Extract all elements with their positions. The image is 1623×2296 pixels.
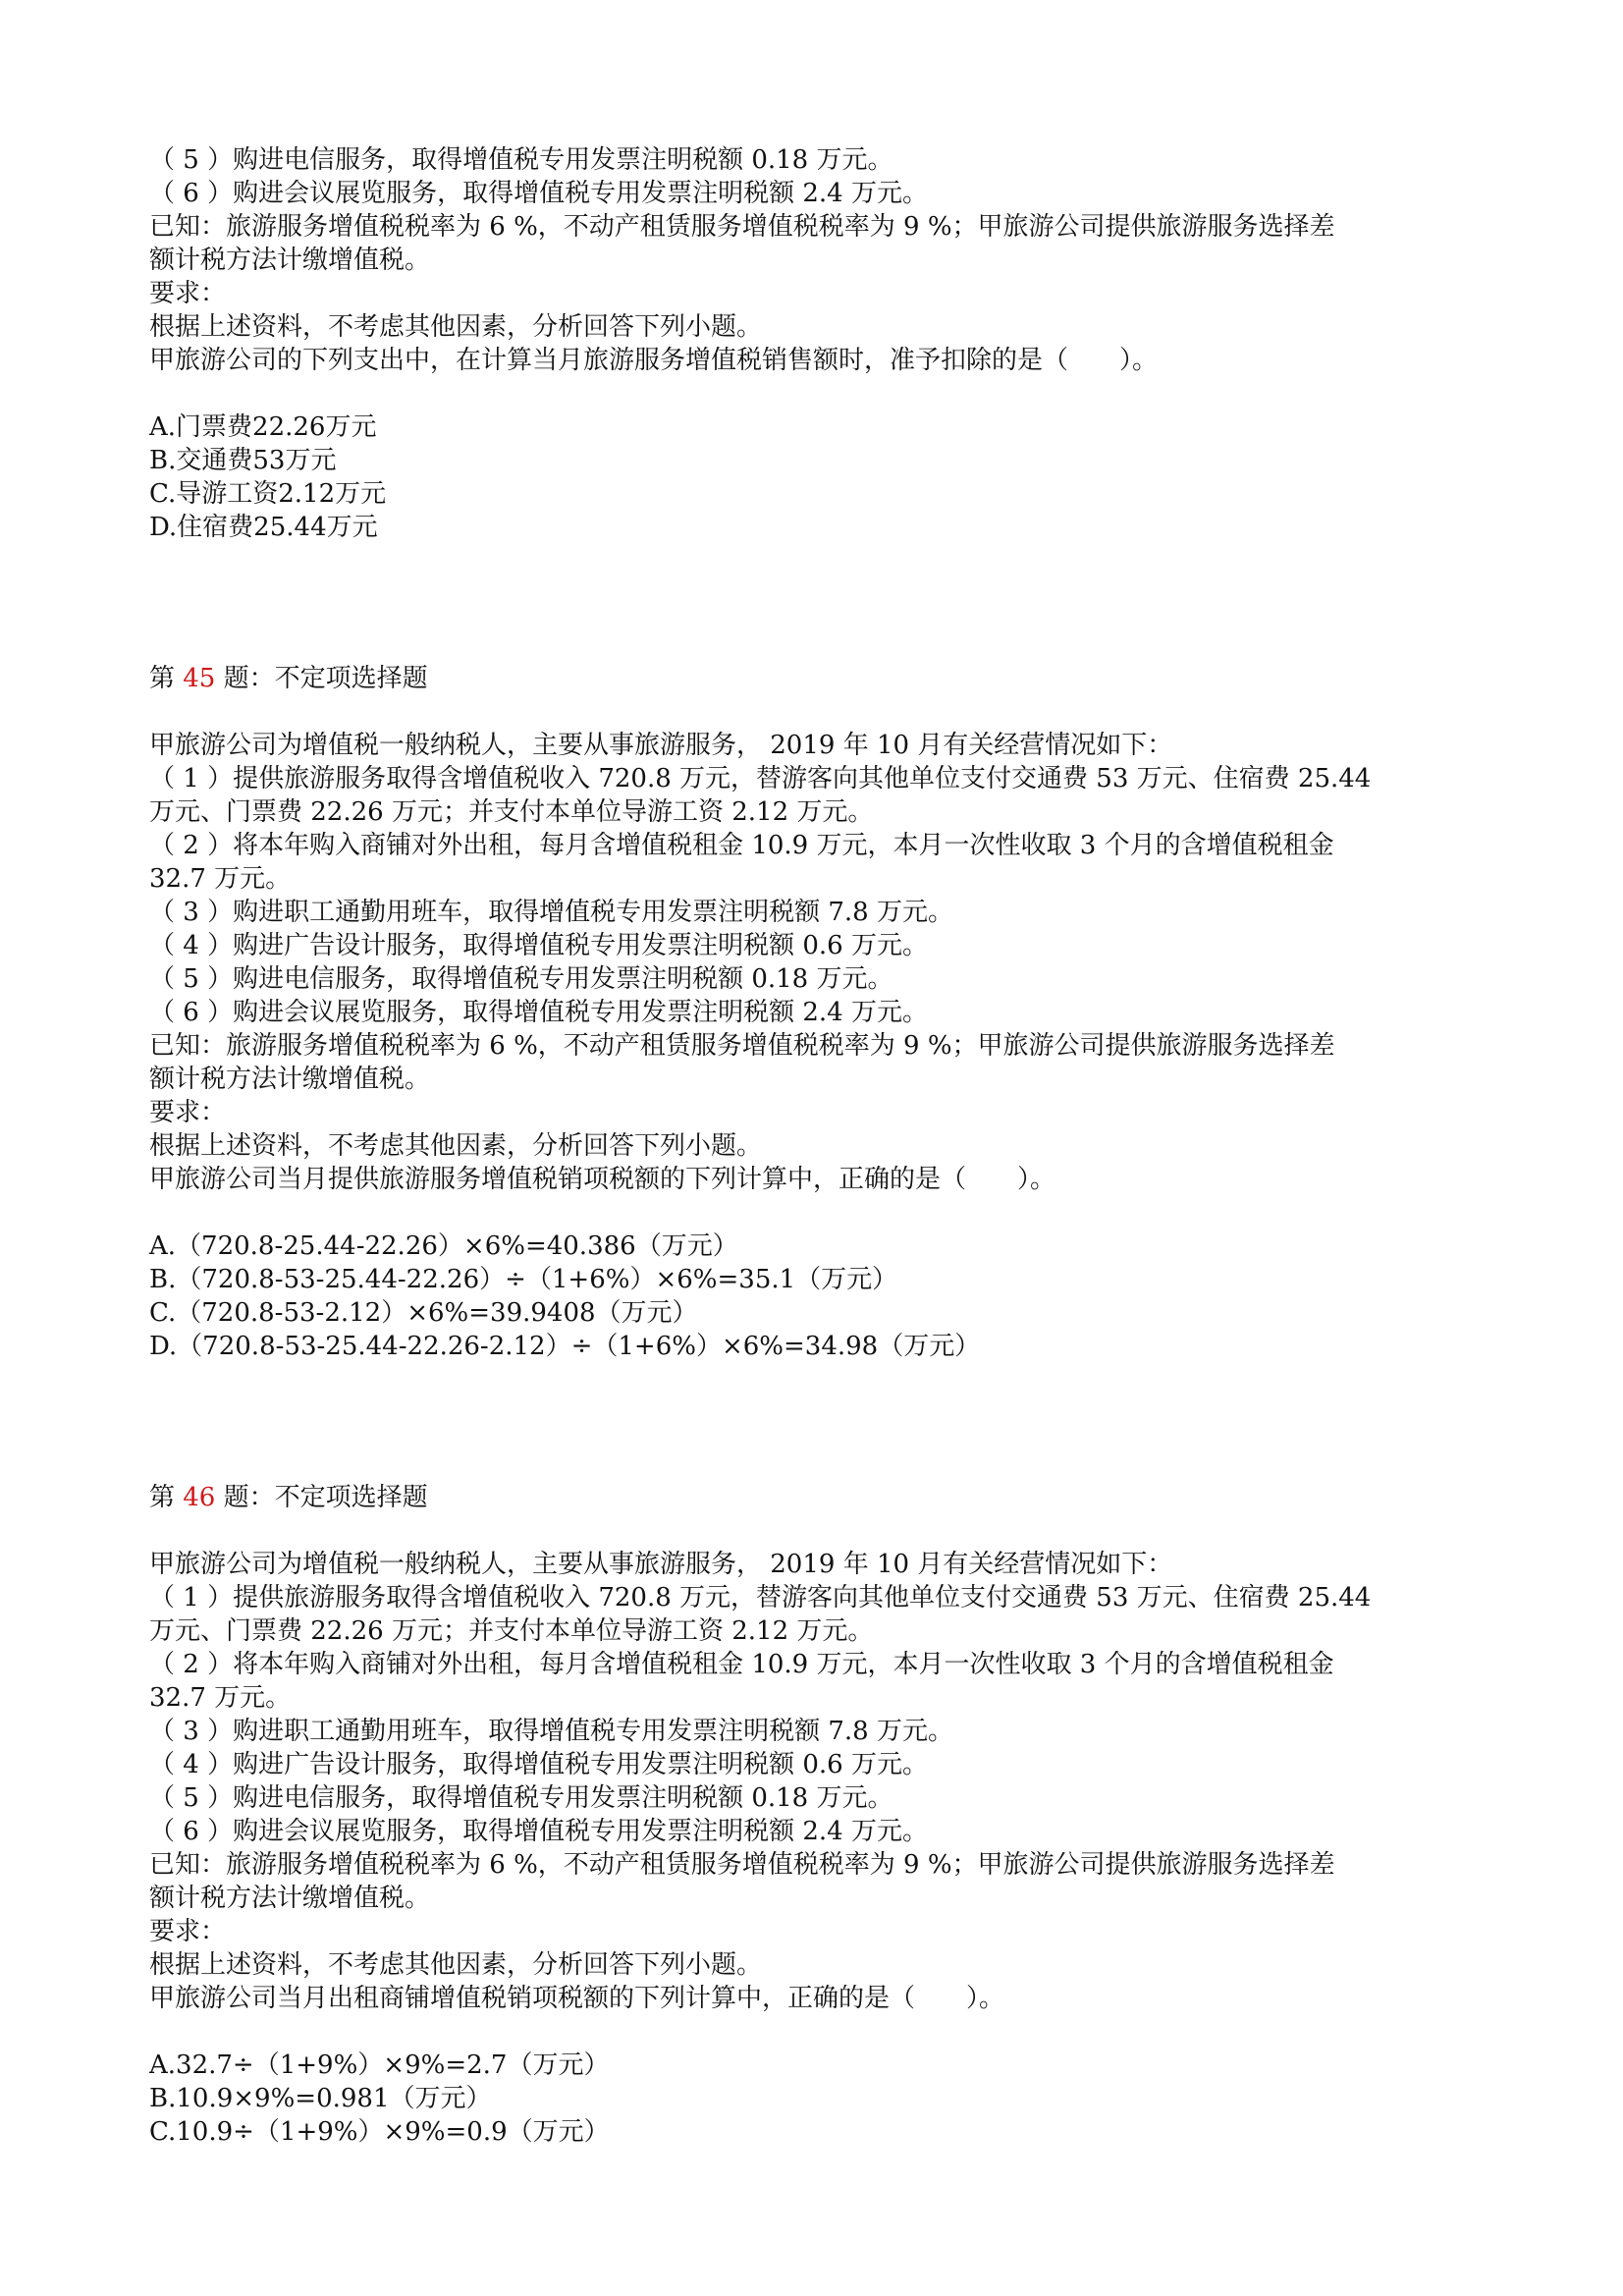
option-d: D.（720.8-53-25.44-22.26-2.12）÷（1+6%）×6%=34.98（万元）	[149, 1332, 981, 1361]
body-line: （ 4 ）购进广告设计服务，取得增值税专用发票注明税额 0.6 万元。	[149, 931, 928, 960]
body-line: 额计税方法计缴增值税。	[149, 1884, 431, 1913]
body-line: （ 1 ）提供旅游服务取得含增值税收入 720.8 万元，替游客向其他单位支付交通费 53 万元、住宿费 25.44	[149, 1583, 1372, 1613]
body-line: 额计税方法计缴增值税。	[149, 1065, 431, 1094]
question-prompt: 甲旅游公司的下列支出中，在计算当月旅游服务增值税销售额时，准予扣除的是（ ）。	[149, 346, 1159, 375]
question-prompt: 甲旅游公司当月提供旅游服务增值税销项税额的下列计算中，正确的是（ ）。	[149, 1165, 1056, 1194]
body-line: 甲旅游公司为增值税一般纳税人，主要从事旅游服务， 2019 年 10 月有关经营情况如下：	[149, 731, 1173, 760]
question-number: 45	[183, 664, 216, 693]
body-line: （ 4 ）购进广告设计服务，取得增值税专用发票注明税额 0.6 万元。	[149, 1750, 928, 1779]
body-line: （ 3 ）购进职工通勤用班车，取得增值税专用发票注明税额 7.8 万元。	[149, 898, 953, 927]
option-b: B.（720.8-53-25.44-22.26）÷（1+6%）×6%=35.1（万元）	[149, 1265, 898, 1294]
body-line: （ 5 ）购进电信服务，取得增值税专用发票注明税额 0.18 万元。	[149, 964, 893, 994]
body-line: 32.7 万元。	[149, 864, 292, 894]
body-line: 额计税方法计缴增值税。	[149, 246, 431, 275]
body-line: （ 2 ）将本年购入商铺对外出租，每月含增值税租金 10.9 万元，本月一次性收取 3 个月的含增值税租金	[149, 831, 1334, 860]
body-line: （ 3 ）购进职工通勤用班车，取得增值税专用发票注明税额 7.8 万元。	[149, 1717, 953, 1746]
option-a: A.门票费22.26万元	[149, 412, 377, 442]
body-line: 甲旅游公司为增值税一般纳税人，主要从事旅游服务， 2019 年 10 月有关经营情况如下：	[149, 1550, 1173, 1579]
body-line: （ 2 ）将本年购入商铺对外出租，每月含增值税租金 10.9 万元，本月一次性收取 3 个月的含增值税租金	[149, 1650, 1334, 1679]
body-line: 万元、门票费 22.26 万元；并支付本单位导游工资 2.12 万元。	[149, 797, 874, 827]
body-line: （ 5 ）购进电信服务，取得增值税专用发票注明税额 0.18 万元。	[149, 145, 893, 175]
option-b: B.10.9×9%=0.981（万元）	[149, 2084, 492, 2113]
question-title-prefix: 第	[149, 1483, 184, 1512]
question-prompt: 甲旅游公司当月出租商铺增值税销项税额的下列计算中，正确的是（ ）。	[149, 1984, 1005, 2013]
question-title	[149, 1481, 1504, 1514]
body-line: 万元、门票费 22.26 万元；并支付本单位导游工资 2.12 万元。	[149, 1616, 874, 1646]
question-number: 46	[183, 1483, 216, 1512]
body-line: 要求：	[149, 279, 227, 308]
body-line: 要求：	[149, 1917, 227, 1946]
option-c: C.（720.8-53-2.12）×6%=39.9408（万元）	[149, 1298, 698, 1328]
option-a: A.32.7÷（1+9%）×9%=2.7（万元）	[149, 2050, 610, 2080]
option-c: C.导游工资2.12万元	[149, 479, 387, 509]
question-title-suffix: 题：不定项选择题	[215, 1483, 428, 1512]
body-line: 已知：旅游服务增值税税率为 6 %，不动产租赁服务增值税税率为 9 %；甲旅游公司提供旅游服务选择差	[149, 212, 1335, 242]
question-46	[149, 1481, 1504, 2149]
body-line: 根据上述资料，不考虑其他因素，分析回答下列小题。	[149, 1950, 763, 1980]
question-title-suffix: 题：不定项选择题	[215, 664, 428, 693]
question-45	[149, 662, 1504, 1363]
body-line: （ 6 ）购进会议展览服务，取得增值税专用发票注明税额 2.4 万元。	[149, 179, 928, 208]
question-title-prefix: 第	[149, 664, 184, 693]
body-line: 已知：旅游服务增值税税率为 6 %，不动产租赁服务增值税税率为 9 %；甲旅游公司提供旅游服务选择差	[149, 1031, 1335, 1061]
body-line: 根据上述资料，不考虑其他因素，分析回答下列小题。	[149, 1131, 763, 1161]
body-line: 根据上述资料，不考虑其他因素，分析回答下列小题。	[149, 312, 763, 342]
document-page	[149, 143, 1504, 2149]
body-line: 32.7 万元。	[149, 1683, 292, 1713]
body-line: （ 6 ）购进会议展览服务，取得增值税专用发票注明税额 2.4 万元。	[149, 998, 928, 1027]
option-c: C.10.9÷（1+9%）×9%=0.9（万元）	[149, 2117, 610, 2147]
body-line: 已知：旅游服务增值税税率为 6 %，不动产租赁服务增值税税率为 9 %；甲旅游公司提供旅游服务选择差	[149, 1850, 1335, 1880]
body-line: （ 5 ）购进电信服务，取得增值税专用发票注明税额 0.18 万元。	[149, 1783, 893, 1813]
body-line: 要求：	[149, 1098, 227, 1127]
question-title	[149, 662, 1504, 695]
option-a: A.（720.8-25.44-22.26）×6%=40.386（万元）	[149, 1231, 738, 1261]
option-b: B.交通费53万元	[149, 446, 337, 475]
option-d: D.住宿费25.44万元	[149, 513, 378, 542]
body-line: （ 1 ）提供旅游服务取得含增值税收入 720.8 万元，替游客向其他单位支付交通费 53 万元、住宿费 25.44	[149, 764, 1372, 793]
question-44-fragment	[149, 143, 1504, 544]
body-line: （ 6 ）购进会议展览服务，取得增值税专用发票注明税额 2.4 万元。	[149, 1817, 928, 1846]
